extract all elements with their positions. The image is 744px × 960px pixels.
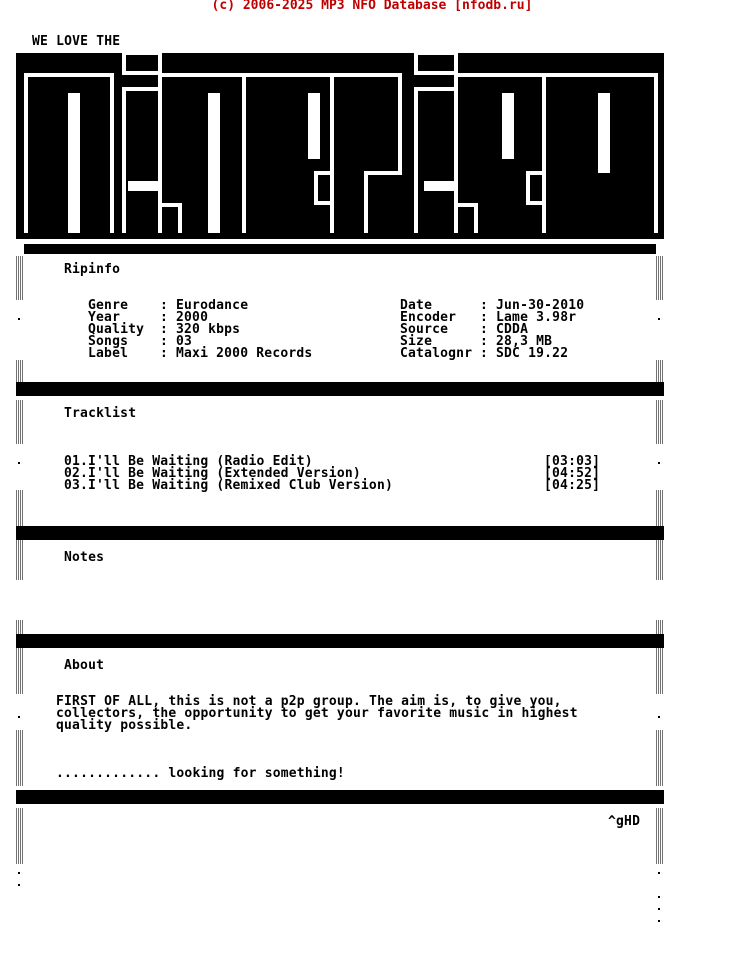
ripinfo-value: 03 xyxy=(176,334,193,349)
signature: ^gHD xyxy=(608,814,641,829)
tracklist-bottom-border xyxy=(16,526,664,540)
ripinfo-key: Quality xyxy=(88,322,145,337)
ripinfo-sep: : xyxy=(160,322,177,337)
left-dither-5 xyxy=(16,540,24,580)
side-dot xyxy=(18,884,20,886)
side-dot xyxy=(658,716,660,718)
right-dither-5 xyxy=(656,540,664,580)
side-dot xyxy=(18,462,20,464)
logo-tagline: WE LOVE THE xyxy=(32,34,121,49)
track-duration: [04:52] xyxy=(544,466,601,481)
ripinfo-value: Lame 3.98r xyxy=(496,310,577,325)
ripinfo-top-border xyxy=(24,244,656,254)
right-dither-8 xyxy=(656,730,664,786)
ripinfo-sep: : xyxy=(160,298,177,313)
ripinfo-key: Catalognr xyxy=(400,346,473,361)
ripinfo-value: CDDA xyxy=(496,322,529,337)
track-number: 03. xyxy=(64,478,89,493)
side-dot xyxy=(658,872,660,874)
side-dot xyxy=(18,872,20,874)
copyright-header: (c) 2006-2025 MP3 NFO Database [nfodb.ru] xyxy=(211,0,533,13)
track-duration: [03:03] xyxy=(544,454,601,469)
track-title: I'll Be Waiting (Remixed Club Version) xyxy=(88,478,394,493)
about-text-line: quality possible. xyxy=(56,718,193,733)
about-text-line: ............. looking for something! xyxy=(56,766,345,781)
left-dither-1 xyxy=(16,256,24,300)
right-dither-7 xyxy=(656,650,664,694)
about-text-line: FIRST OF ALL, this is not a p2p group. The aim is, to give you, xyxy=(56,694,562,709)
ripinfo-sep: : xyxy=(480,346,497,361)
tracklist-title: Tracklist xyxy=(64,406,137,421)
ripinfo-sep: : xyxy=(480,322,497,337)
ripinfo-value: 28,3 MB xyxy=(496,334,553,349)
about-bottom-border xyxy=(16,790,664,804)
ripinfo-title: Ripinfo xyxy=(64,262,121,277)
ripinfo-key: Source xyxy=(400,322,449,337)
ripinfo-bottom-border xyxy=(16,382,664,396)
ripinfo-sep: : xyxy=(160,346,177,361)
left-dither-4 xyxy=(16,490,24,530)
ripinfo-key: Date xyxy=(400,298,433,313)
right-dither-1 xyxy=(656,256,664,300)
ripinfo-key: Year xyxy=(88,310,121,325)
left-dither-7 xyxy=(16,650,24,694)
ripinfo-sep: : xyxy=(480,298,497,313)
notes-title: Notes xyxy=(64,550,105,565)
right-dither-3 xyxy=(656,400,664,444)
left-dither-3 xyxy=(16,400,24,444)
ripinfo-sep: : xyxy=(480,310,497,325)
ripinfo-value: Maxi 2000 Records xyxy=(176,346,313,361)
about-title: About xyxy=(64,658,105,673)
ripinfo-key: Size xyxy=(400,334,433,349)
ripinfo-value: SDC 19.22 xyxy=(496,346,569,361)
about-text-line: collectors, the opportunity to get your favorite music in highest xyxy=(56,706,578,721)
ripinfo-sep: : xyxy=(160,310,177,325)
ripinfo-key: Genre xyxy=(88,298,129,313)
track-number: 02. xyxy=(64,466,89,481)
ripinfo-sep: : xyxy=(480,334,497,349)
ripinfo-sep: : xyxy=(160,334,177,349)
ripinfo-key: Encoder xyxy=(400,310,457,325)
track-title: I'll Be Waiting (Radio Edit) xyxy=(88,454,313,469)
side-dot xyxy=(658,908,660,910)
notes-bottom-border xyxy=(16,634,664,648)
ripinfo-key: Songs xyxy=(88,334,129,349)
side-dot xyxy=(18,716,20,718)
track-number: 01. xyxy=(64,454,89,469)
ripinfo-value: Jun-30-2010 xyxy=(496,298,585,313)
side-dot xyxy=(658,896,660,898)
side-dot xyxy=(658,318,660,320)
ripinfo-key: Label xyxy=(88,346,129,361)
side-dot xyxy=(18,318,20,320)
left-dither-8 xyxy=(16,730,24,786)
ripinfo-value: Eurodance xyxy=(176,298,249,313)
side-dot xyxy=(658,462,660,464)
ripinfo-value: 320 kbps xyxy=(176,322,241,337)
right-dither-4 xyxy=(656,490,664,530)
left-dither-9 xyxy=(16,808,24,864)
track-title: I'll Be Waiting (Extended Version) xyxy=(88,466,361,481)
nineties-logo xyxy=(16,53,664,253)
ripinfo-value: 2000 xyxy=(176,310,209,325)
side-dot xyxy=(658,920,660,922)
right-dither-9 xyxy=(656,808,664,864)
track-duration: [04:25] xyxy=(544,478,601,493)
